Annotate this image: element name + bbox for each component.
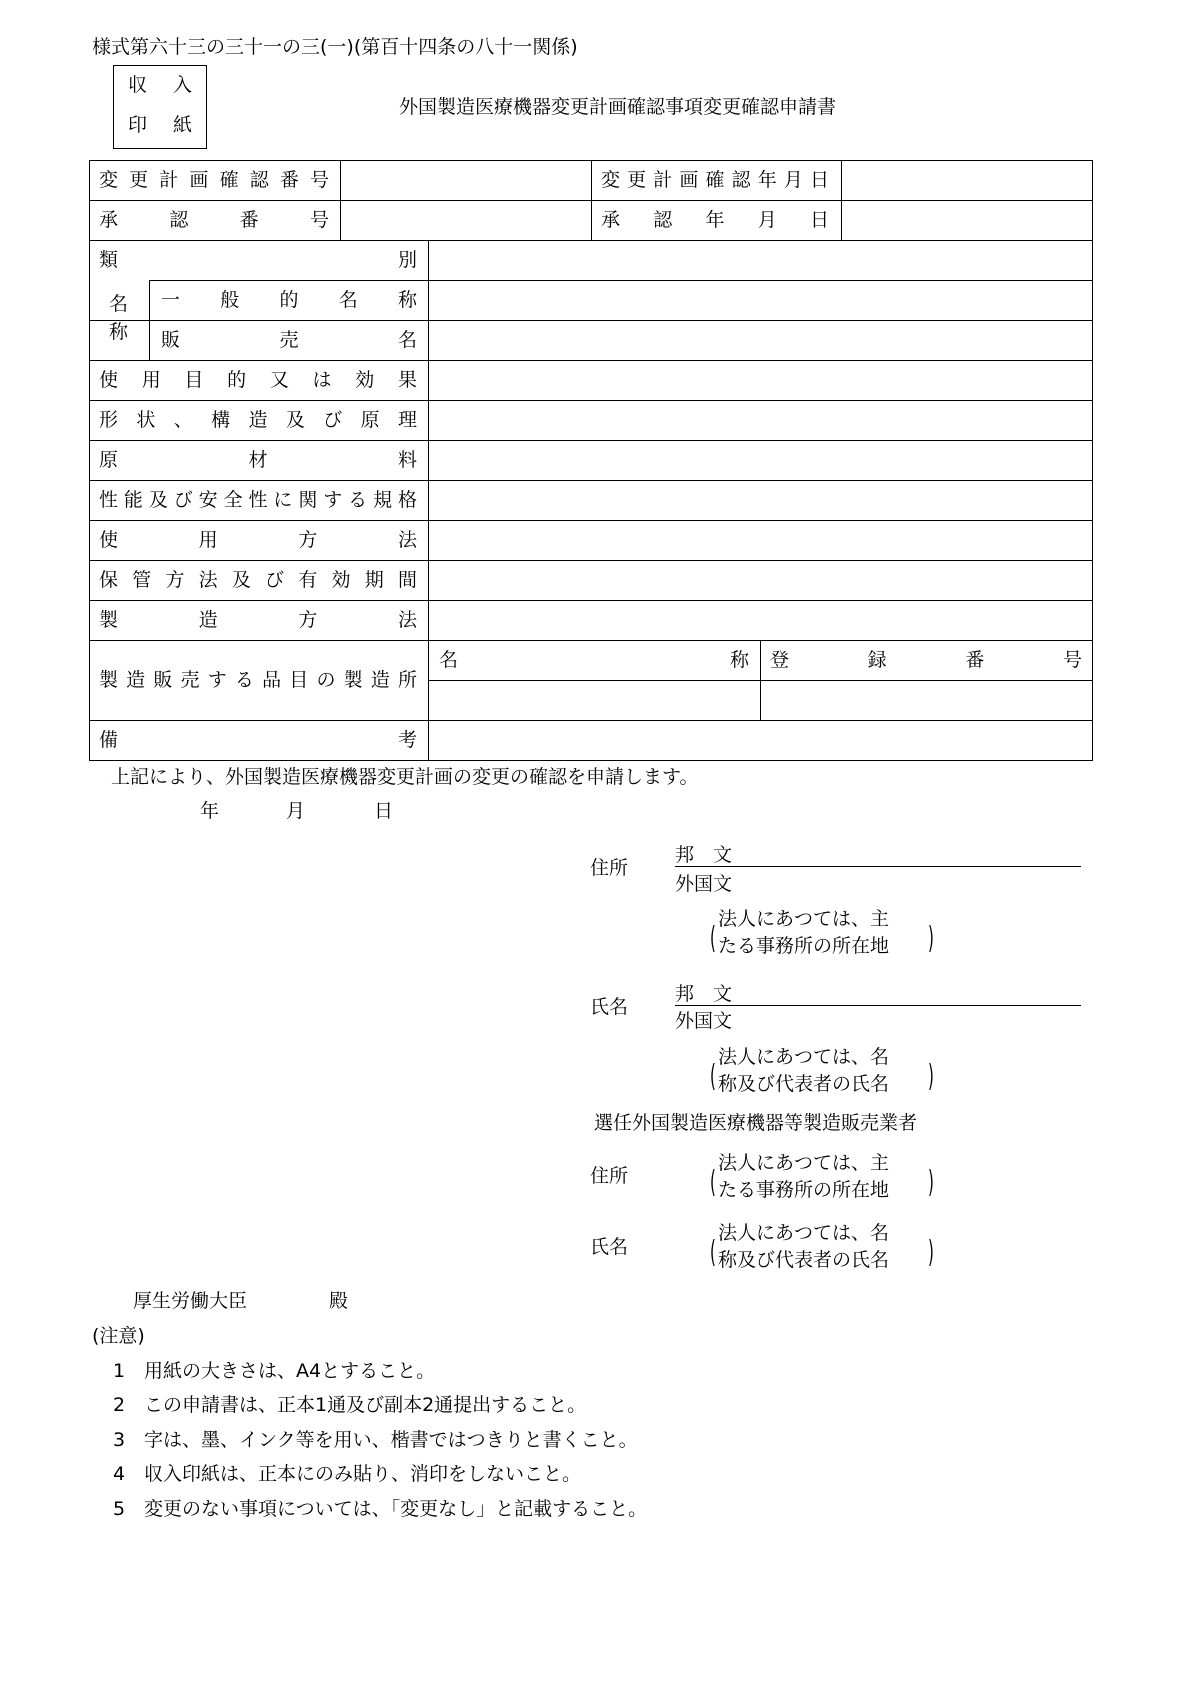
label-specs: 性能及び安全性に関する規格 [99,489,417,511]
agent-heading: 選任外国製造医療機器等製造販売業者 [594,1112,918,1134]
agent-address-note1: 法人にあつては、主 [718,1152,890,1174]
note-text: この申請書は、正本1通及び副本2通提出すること。 [144,1394,587,1416]
label-sites: 製造販売する品目の製造所 [99,669,417,691]
note-number: 3 [113,1429,126,1451]
applicant-name-note1: 法人にあつては、名 [718,1046,890,1068]
note-number: 4 [113,1463,126,1485]
bracket-left: ( [710,921,716,956]
label-remarks: 備考 [99,729,417,751]
field-approval-date[interactable] [842,201,1091,239]
stamp-line2: 印 紙 [128,114,192,136]
agent-name-note2: 称及び代表者の氏名 [718,1249,890,1271]
stamp-line1: 収 入 [128,74,192,96]
label-approval-date: 承認年月日 [601,209,829,231]
field-shape[interactable] [429,401,1091,439]
label-manufacturing: 製造方法 [99,609,417,631]
label-category: 類別 [99,249,417,271]
label-generic-name: 一般的名称 [161,289,417,311]
form-number: 様式第六十三の三十一の三(一)(第百十四条の八十一関係) [92,36,578,58]
agent-address-label: 住所 [590,1165,629,1187]
bracket-right: ) [928,1235,934,1270]
field-generic-name[interactable] [429,281,1091,319]
note-number: 1 [113,1360,126,1382]
field-manufacturing[interactable] [429,601,1091,639]
applicant-address-foreign: 外国文 [675,873,733,895]
note-text: 収入印紙は、正本にのみ貼り、消印をしないこと。 [144,1463,582,1485]
field-remarks[interactable] [429,721,1091,759]
applicant-address-label: 住所 [590,857,629,879]
underline [675,1005,1081,1006]
bracket-left: ( [710,1235,716,1270]
label-brand-name: 販売名 [161,329,417,351]
field-approval-number[interactable] [341,201,590,239]
field-storage[interactable] [429,561,1091,599]
bracket-right: ) [928,1165,934,1200]
label-approval-number: 承認番号 [99,209,329,231]
agent-address-note2: たる事務所の所在地 [718,1179,890,1201]
label-site-name: 名称 [439,649,749,671]
field-site-name[interactable] [429,681,759,719]
bracket-left: ( [710,1165,716,1200]
label-usage: 使用方法 [99,529,417,551]
label-change-plan-date: 変更計画確認年月日 [601,169,829,191]
label-purpose: 使用目的又は効果 [99,369,417,391]
field-change-plan-date[interactable] [842,161,1091,199]
applicant-name-note2: 称及び代表者の氏名 [718,1073,890,1095]
note-number: 2 [113,1394,126,1416]
agent-name-note1: 法人にあつては、名 [718,1222,890,1244]
applicant-address-japanese: 邦 文 [675,844,733,866]
date-year: 年 [200,800,220,822]
applicant-address-note1: 法人にあつては、主 [718,908,890,930]
field-usage[interactable] [429,521,1091,559]
field-category[interactable] [429,241,1091,279]
field-brand-name[interactable] [429,321,1091,359]
field-purpose[interactable] [429,361,1091,399]
label-storage: 保管方法及び有効期間 [99,569,417,591]
field-specs[interactable] [429,481,1091,519]
bracket-right: ) [928,1059,934,1094]
applicant-name-foreign: 外国文 [675,1010,733,1032]
label-shape: 形状、構造及び原理 [99,409,417,431]
document-title: 外国製造医療機器変更計画確認事項変更確認申請書 [399,96,837,118]
statement: 上記により、外国製造医療機器変更計画の変更の確認を申請します。 [111,766,699,788]
field-site-registration[interactable] [761,681,1091,719]
addressee-honorific: 殿 [329,1290,349,1312]
date-day: 日 [374,800,394,822]
note-text: 変更のない事項については、「変更なし」と記載すること。 [144,1498,648,1520]
agent-name-label: 氏名 [590,1236,629,1258]
note-number: 5 [113,1498,126,1520]
bracket-left: ( [710,1059,716,1094]
underline [675,866,1081,867]
applicant-name-label: 氏名 [590,996,629,1018]
addressee-name: 厚生労働大臣 [133,1290,248,1312]
field-materials[interactable] [429,441,1091,479]
note-text: 用紙の大きさは、A4とすること。 [144,1360,436,1382]
date-month: 月 [286,800,306,822]
bracket-right: ) [928,921,934,956]
label-materials: 原材料 [99,449,417,471]
applicant-name-japanese: 邦 文 [675,983,733,1005]
applicant-address-note2: たる事務所の所在地 [718,935,890,957]
field-change-plan-number[interactable] [341,161,590,199]
note-text: 字は、墨、インク等を用い、楷書ではつきりと書くこと。 [144,1429,638,1451]
notes-heading: (注意) [92,1325,145,1347]
label-name-group: 名称 [109,293,129,343]
label-site-registration: 登録番号 [770,649,1082,671]
label-change-plan-number: 変更計画確認番号 [99,169,329,191]
